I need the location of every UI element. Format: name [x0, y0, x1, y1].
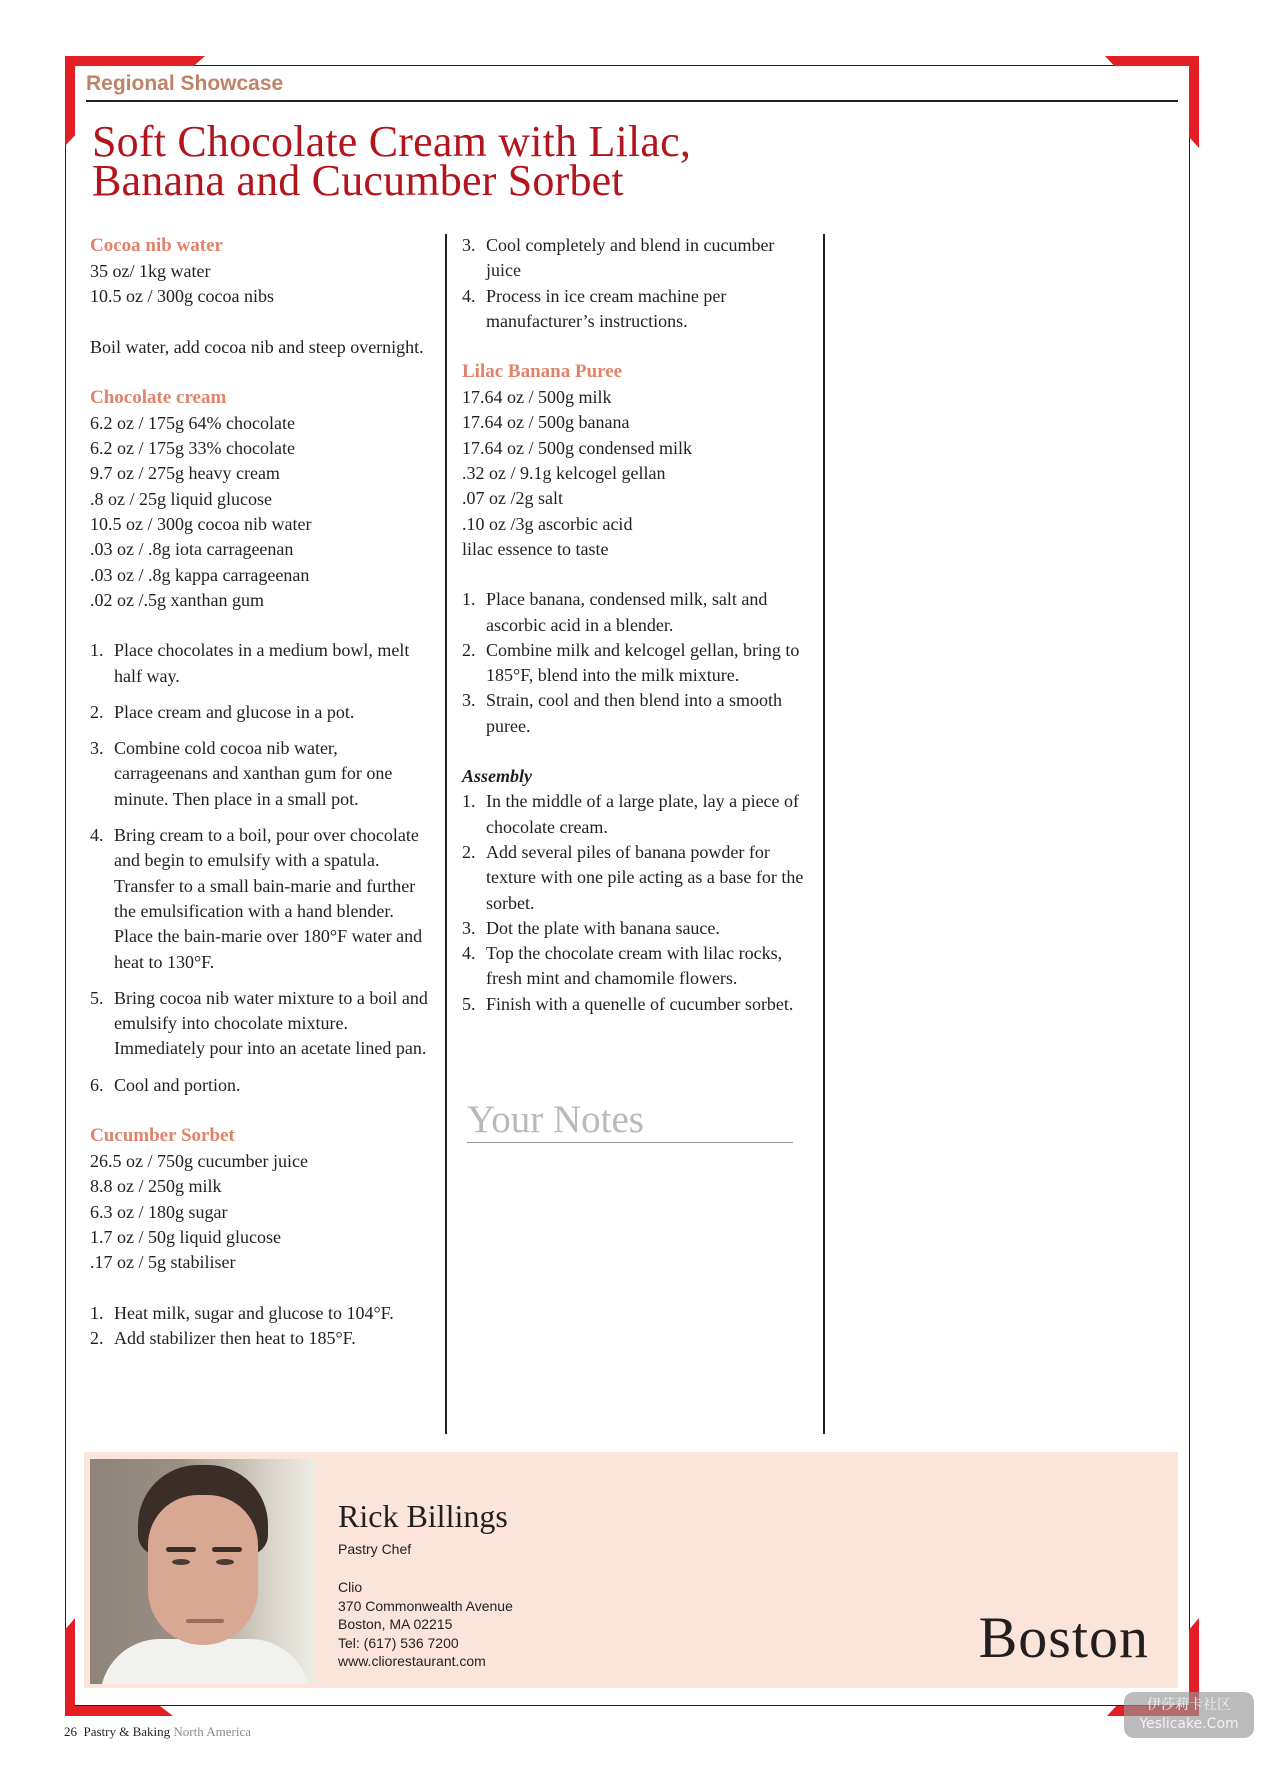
ingredient: .03 oz / .8g kappa carrageenan: [90, 564, 310, 585]
step: [462, 840, 812, 916]
recipe-column-1: [90, 233, 435, 1351]
ingredient: 6.2 oz / 175g 33% chocolate: [90, 438, 295, 459]
step-text: Top the chocolate cream with lilac rocks, fresh mint and chamomile flowers.: [486, 943, 783, 989]
restaurant-name: Clio: [338, 1579, 363, 1595]
step-number: 5.: [90, 987, 104, 1008]
step-number: 2.: [462, 841, 476, 862]
page-footer: [64, 1724, 251, 1740]
step-text: Add several piles of banana powder for texture with one pile acting as a base for the sorbet.: [486, 841, 804, 913]
step-number: 4.: [90, 825, 104, 846]
step: [90, 736, 435, 812]
step-text: In the middle of a large plate, lay a piece of chocolate cream.: [486, 791, 800, 837]
step: [462, 233, 812, 284]
column-divider: [445, 234, 447, 1434]
your-notes-field[interactable]: Your Notes: [467, 1098, 793, 1143]
step-text: Bring cream to a boil, pour over chocolate and begin to emulsify with a spatula. Transfer to a small bain-marie and further the emulsification with a hand blender. Place the bain-marie over 180°F water and heat to 130°F.: [114, 825, 423, 972]
step-text: Add stabilizer then heat to 185°F.: [114, 1327, 356, 1348]
chef-role: Pastry Chef: [338, 1541, 412, 1557]
ingredient: 17.64 oz / 500g condensed milk: [462, 437, 692, 458]
subheading-lilac-banana-puree: Lilac Banana Puree: [462, 361, 623, 383]
watermark-line-1: 伊莎莉卡社区: [1147, 1697, 1231, 1713]
step: [90, 1326, 435, 1351]
header-rule: [86, 100, 1178, 102]
subheading-chocolate-cream: Chocolate cream: [90, 386, 227, 408]
subheading-cocoa-nib-water: Cocoa nib water: [90, 235, 223, 256]
step: [462, 992, 812, 1017]
step: [90, 1073, 435, 1098]
method-text: Boil water, add cocoa nib and steep overnight.: [90, 336, 424, 357]
corner-bracket-top-right: [1105, 56, 1199, 66]
ingredient: .03 oz / .8g iota carrageenan: [90, 539, 294, 560]
step-number: 1.: [462, 791, 476, 812]
watermark-line-2: Yeslicake.Com: [1139, 1716, 1239, 1732]
step-number: 1.: [462, 589, 476, 610]
ingredient: 10.5 oz / 300g cocoa nibs: [90, 286, 274, 307]
step-text: Bring cocoa nib water mixture to a boil and emulsify into chocolate mixture. Immediately pour into an acetate lined pan.: [114, 987, 428, 1059]
ingredient: 1.7 oz / 50g liquid glucose: [90, 1226, 281, 1247]
subheading-cucumber-sorbet: Cucumber Sorbet: [90, 1125, 235, 1147]
step: [90, 823, 435, 975]
step-text: Cool completely and blend in cucumber juice: [486, 235, 775, 281]
chef-name: Rick Billings: [338, 1498, 508, 1534]
chef-contact: [338, 1578, 513, 1671]
corner-bracket-bottom-left: [65, 1706, 173, 1716]
step-text: Place cream and glucose in a pot.: [114, 701, 355, 722]
step-number: 4.: [462, 285, 476, 306]
ingredient: 6.2 oz / 175g 64% chocolate: [90, 412, 295, 433]
ingredient: 9.7 oz / 275g heavy cream: [90, 463, 280, 484]
step: [90, 986, 435, 1062]
subheading-assembly: Assembly: [462, 766, 532, 787]
step-text: Process in ice cream machine per manufacturer’s instructions.: [486, 285, 727, 331]
corner-bracket-top-left-vertical: [65, 56, 75, 146]
step-number: 2.: [90, 1327, 104, 1348]
restaurant-address: 370 Commonwealth Avenue: [338, 1597, 513, 1614]
step-text: Combine cold cocoa nib water, carrageenans and xanthan gum for one minute. Then place in a small pot.: [114, 738, 393, 809]
title-line-1: Soft Chocolate Cream with Lilac,: [92, 117, 692, 166]
ingredient: .02 oz /.5g xanthan gum: [90, 589, 264, 610]
step-number: 4.: [462, 943, 476, 964]
step-number: 6.: [90, 1074, 104, 1095]
city-label: Boston: [978, 1605, 1149, 1670]
step: [462, 688, 812, 739]
step: [462, 284, 812, 335]
ingredient: 10.5 oz / 300g cocoa nib water: [90, 514, 312, 535]
ingredient: 35 oz/ 1kg water: [90, 261, 211, 281]
page-number: 26: [64, 1724, 77, 1739]
step-text: Dot the plate with banana sauce.: [486, 917, 720, 938]
step-text: Cool and portion.: [114, 1074, 241, 1095]
restaurant-website[interactable]: www.cliorestaurant.com: [338, 1653, 486, 1669]
restaurant-phone: Tel: (617) 536 7200: [338, 1634, 459, 1651]
title-line-2: Banana and Cucumber Sorbet: [92, 156, 624, 205]
step: [462, 916, 812, 941]
step-number: 3.: [462, 917, 476, 938]
step: [462, 587, 812, 638]
step-text: Place banana, condensed milk, salt and ascorbic acid in a blender.: [486, 589, 768, 635]
section-tag: Regional Showcase: [86, 72, 284, 95]
step-number: 3.: [90, 738, 104, 759]
ingredient: .17 oz / 5g stabiliser: [90, 1252, 236, 1273]
chef-photo: [90, 1459, 316, 1684]
corner-bracket-bottom-left-vertical: [65, 1618, 75, 1716]
step: [90, 1301, 435, 1326]
step-text: Place chocolates in a medium bowl, melt half way.: [114, 640, 410, 686]
step-number: 1.: [90, 1302, 104, 1323]
ingredient: 6.3 oz / 180g sugar: [90, 1201, 228, 1222]
ingredient: .07 oz /2g salt: [462, 488, 563, 509]
step: [90, 700, 435, 725]
publication-name: Pastry & Baking: [83, 1724, 171, 1739]
step-text: Finish with a quenelle of cucumber sorbet.: [486, 993, 794, 1014]
column-divider: [823, 234, 825, 1434]
step-text: Heat milk, sugar and glucose to 104°F.: [114, 1302, 394, 1323]
corner-bracket-top-right-vertical: [1189, 56, 1199, 148]
step: [90, 638, 435, 689]
step-number: 3.: [462, 690, 476, 711]
ingredient: 26.5 oz / 750g cucumber juice: [90, 1151, 308, 1172]
step: [462, 941, 812, 992]
watermark: [1124, 1692, 1254, 1738]
step-number: 3.: [462, 235, 476, 255]
step-text: Strain, cool and then blend into a smooth puree.: [486, 690, 782, 736]
step-number: 5.: [462, 993, 476, 1014]
restaurant-city: Boston, MA 02215: [338, 1616, 453, 1632]
ingredient: .10 oz /3g ascorbic acid: [462, 513, 633, 534]
ingredient: .8 oz / 25g liquid glucose: [90, 488, 272, 509]
step-text: Combine milk and kelcogel gellan, bring to 185°F, blend into the milk mixture.: [486, 639, 800, 686]
ingredient: 8.8 oz / 250g milk: [90, 1176, 222, 1197]
publication-region: North America: [173, 1724, 252, 1739]
step: [462, 789, 812, 840]
ingredient: 17.64 oz / 500g milk: [462, 387, 612, 408]
corner-bracket-top-left: [65, 56, 205, 66]
ingredient: 17.64 oz / 500g banana: [462, 412, 630, 433]
step: [462, 638, 812, 689]
recipe-column-2: [462, 233, 812, 1017]
step-number: 1.: [90, 640, 104, 661]
recipe-title: [92, 117, 692, 205]
step-number: 2.: [90, 701, 104, 722]
ingredient: .32 oz / 9.1g kelcogel gellan: [462, 463, 666, 484]
step-number: 2.: [462, 639, 476, 660]
ingredient: lilac essence to taste: [462, 538, 609, 559]
